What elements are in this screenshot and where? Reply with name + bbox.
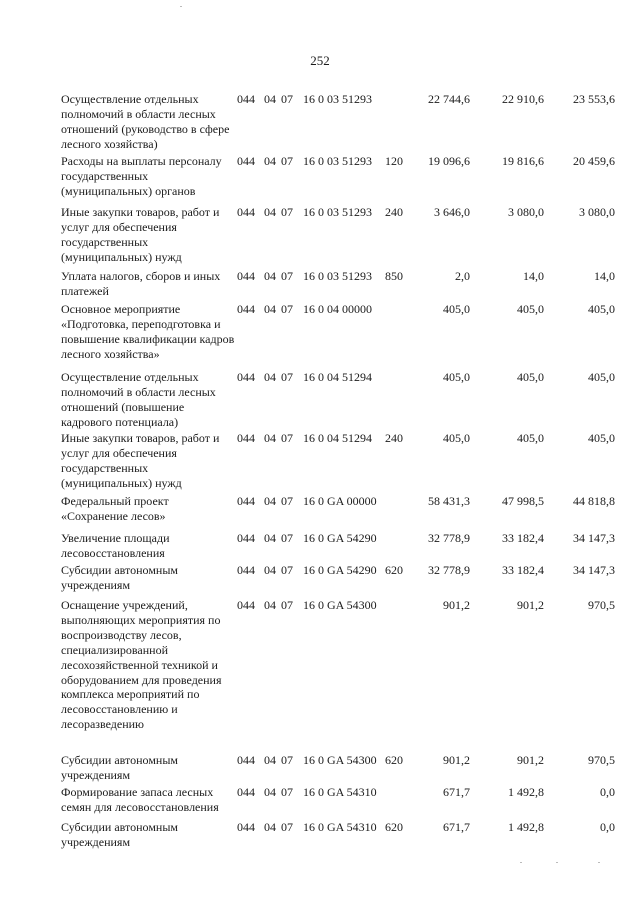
amount-year-2: 901,2 (517, 753, 544, 767)
expense-type-code: 850 (385, 269, 403, 283)
subsection-code: 07 (281, 302, 293, 316)
scan-speck (598, 862, 600, 863)
ministry-code: 044 (237, 753, 255, 767)
item-name: Осуществление отдельных полномочий в области лесных отношений (руководство в сфере лесного хозяйства) (61, 92, 230, 151)
section-code: 04 (264, 205, 276, 219)
target-article-code: 16 0 GA 54300 (303, 753, 377, 767)
ministry-code: 044 (237, 92, 255, 106)
item-name: Субсидии автономным учреждениям (61, 820, 178, 849)
amount-year-1: 2,0 (455, 269, 470, 283)
amount-year-1: 405,0 (443, 370, 470, 384)
section-code: 04 (264, 92, 276, 106)
item-name: Иные закупки товаров, работ и услуг для обеспечения государственных (муниципальных) нужд (61, 431, 220, 490)
amount-year-2: 405,0 (517, 370, 544, 384)
amount-year-1: 901,2 (443, 598, 470, 612)
section-code: 04 (264, 753, 276, 767)
amount-year-2: 1 492,8 (508, 785, 544, 799)
section-code: 04 (264, 154, 276, 168)
target-article-code: 16 0 GA 54290 (303, 563, 377, 577)
amount-year-2: 901,2 (517, 598, 544, 612)
amount-year-2: 405,0 (517, 302, 544, 316)
target-article-code: 16 0 03 51293 (303, 205, 372, 219)
ministry-code: 044 (237, 563, 255, 577)
subsection-code: 07 (281, 598, 293, 612)
subsection-code: 07 (281, 92, 293, 106)
section-code: 04 (264, 370, 276, 384)
ministry-code: 044 (237, 598, 255, 612)
scan-speck (556, 862, 558, 863)
ministry-code: 044 (237, 531, 255, 545)
ministry-code: 044 (237, 820, 255, 834)
amount-year-3: 34 147,3 (573, 563, 615, 577)
amount-year-3: 14,0 (594, 269, 615, 283)
section-code: 04 (264, 563, 276, 577)
section-code: 04 (264, 431, 276, 445)
section-code: 04 (264, 785, 276, 799)
scan-speck (180, 6, 182, 7)
ministry-code: 044 (237, 494, 255, 508)
amount-year-3: 405,0 (588, 370, 615, 384)
amount-year-2: 22 910,6 (502, 92, 544, 106)
amount-year-3: 970,5 (588, 753, 615, 767)
expense-type-code: 620 (385, 563, 403, 577)
amount-year-1: 671,7 (443, 785, 470, 799)
subsection-code: 07 (281, 785, 293, 799)
amount-year-2: 33 182,4 (502, 563, 544, 577)
target-article-code: 16 0 04 00000 (303, 302, 372, 316)
page-number: 252 (310, 53, 330, 68)
subsection-code: 07 (281, 531, 293, 545)
item-name: Федеральный проект «Сохранение лесов» (61, 494, 169, 523)
subsection-code: 07 (281, 370, 293, 384)
amount-year-2: 405,0 (517, 431, 544, 445)
amount-year-3: 3 080,0 (579, 205, 615, 219)
subsection-code: 07 (281, 431, 293, 445)
amount-year-1: 22 744,6 (428, 92, 470, 106)
ministry-code: 044 (237, 154, 255, 168)
amount-year-1: 405,0 (443, 302, 470, 316)
section-code: 04 (264, 598, 276, 612)
amount-year-2: 14,0 (523, 269, 544, 283)
amount-year-2: 3 080,0 (508, 205, 544, 219)
item-name: Субсидии автономным учреждениям (61, 563, 178, 592)
amount-year-2: 1 492,8 (508, 820, 544, 834)
subsection-code: 07 (281, 753, 293, 767)
expense-type-code: 240 (385, 431, 403, 445)
ministry-code: 044 (237, 370, 255, 384)
ministry-code: 044 (237, 205, 255, 219)
target-article-code: 16 0 GA 54290 (303, 531, 377, 545)
subsection-code: 07 (281, 205, 293, 219)
amount-year-1: 32 778,9 (428, 563, 470, 577)
amount-year-3: 0,0 (600, 785, 615, 799)
amount-year-1: 58 431,3 (428, 494, 470, 508)
subsection-code: 07 (281, 820, 293, 834)
item-name: Иные закупки товаров, работ и услуг для обеспечения государственных (муниципальных) нужд (61, 205, 220, 264)
target-article-code: 16 0 04 51294 (303, 370, 372, 384)
ministry-code: 044 (237, 431, 255, 445)
amount-year-3: 405,0 (588, 302, 615, 316)
amount-year-1: 3 646,0 (434, 205, 470, 219)
item-name: Осуществление отдельных полномочий в области лесных отношений (повышение кадрового потенциала) (61, 370, 216, 429)
ministry-code: 044 (237, 302, 255, 316)
amount-year-1: 671,7 (443, 820, 470, 834)
section-code: 04 (264, 820, 276, 834)
item-name: Субсидии автономным учреждениям (61, 753, 178, 782)
subsection-code: 07 (281, 154, 293, 168)
target-article-code: 16 0 GA 54300 (303, 598, 377, 612)
expense-type-code: 240 (385, 205, 403, 219)
item-name: Основное мероприятие «Подготовка, переподготовка и повышение квалификации кадров лесного хозяйства» (61, 302, 235, 361)
section-code: 04 (264, 302, 276, 316)
section-code: 04 (264, 531, 276, 545)
item-name: Уплата налогов, сборов и иных платежей (61, 269, 221, 298)
amount-year-2: 47 998,5 (502, 494, 544, 508)
amount-year-3: 405,0 (588, 431, 615, 445)
ministry-code: 044 (237, 269, 255, 283)
section-code: 04 (264, 494, 276, 508)
amount-year-1: 19 096,6 (428, 154, 470, 168)
target-article-code: 16 0 GA 54310 (303, 820, 377, 834)
subsection-code: 07 (281, 494, 293, 508)
item-name: Увеличение площади лесовосстановления (61, 531, 170, 560)
expense-type-code: 620 (385, 753, 403, 767)
amount-year-1: 901,2 (443, 753, 470, 767)
amount-year-2: 19 816,6 (502, 154, 544, 168)
amount-year-3: 34 147,3 (573, 531, 615, 545)
amount-year-3: 20 459,6 (573, 154, 615, 168)
amount-year-3: 0,0 (600, 820, 615, 834)
amount-year-3: 23 553,6 (573, 92, 615, 106)
item-name: Расходы на выплаты персоналу государственных (муниципальных) органов (61, 154, 222, 198)
target-article-code: 16 0 04 51294 (303, 431, 372, 445)
item-name: Оснащение учреждений, выполняющих мероприятия по воспроизводству лесов, специализированной лесохозяйственной техникой и оборудованием для проведения комплекса мероприятий по лесовосстановлению и лесоразведению (61, 598, 222, 732)
ministry-code: 044 (237, 785, 255, 799)
amount-year-1: 32 778,9 (428, 531, 470, 545)
scan-speck (520, 862, 522, 863)
amount-year-1: 405,0 (443, 431, 470, 445)
target-article-code: 16 0 GA 54310 (303, 785, 377, 799)
item-name: Формирование запаса лесных семян для лесовосстановления (61, 785, 219, 814)
target-article-code: 16 0 03 51293 (303, 269, 372, 283)
amount-year-3: 970,5 (588, 598, 615, 612)
amount-year-3: 44 818,8 (573, 494, 615, 508)
expense-type-code: 120 (385, 154, 403, 168)
target-article-code: 16 0 03 51293 (303, 154, 372, 168)
amount-year-2: 33 182,4 (502, 531, 544, 545)
target-article-code: 16 0 GA 00000 (303, 494, 377, 508)
target-article-code: 16 0 03 51293 (303, 92, 372, 106)
subsection-code: 07 (281, 269, 293, 283)
expense-type-code: 620 (385, 820, 403, 834)
section-code: 04 (264, 269, 276, 283)
subsection-code: 07 (281, 563, 293, 577)
